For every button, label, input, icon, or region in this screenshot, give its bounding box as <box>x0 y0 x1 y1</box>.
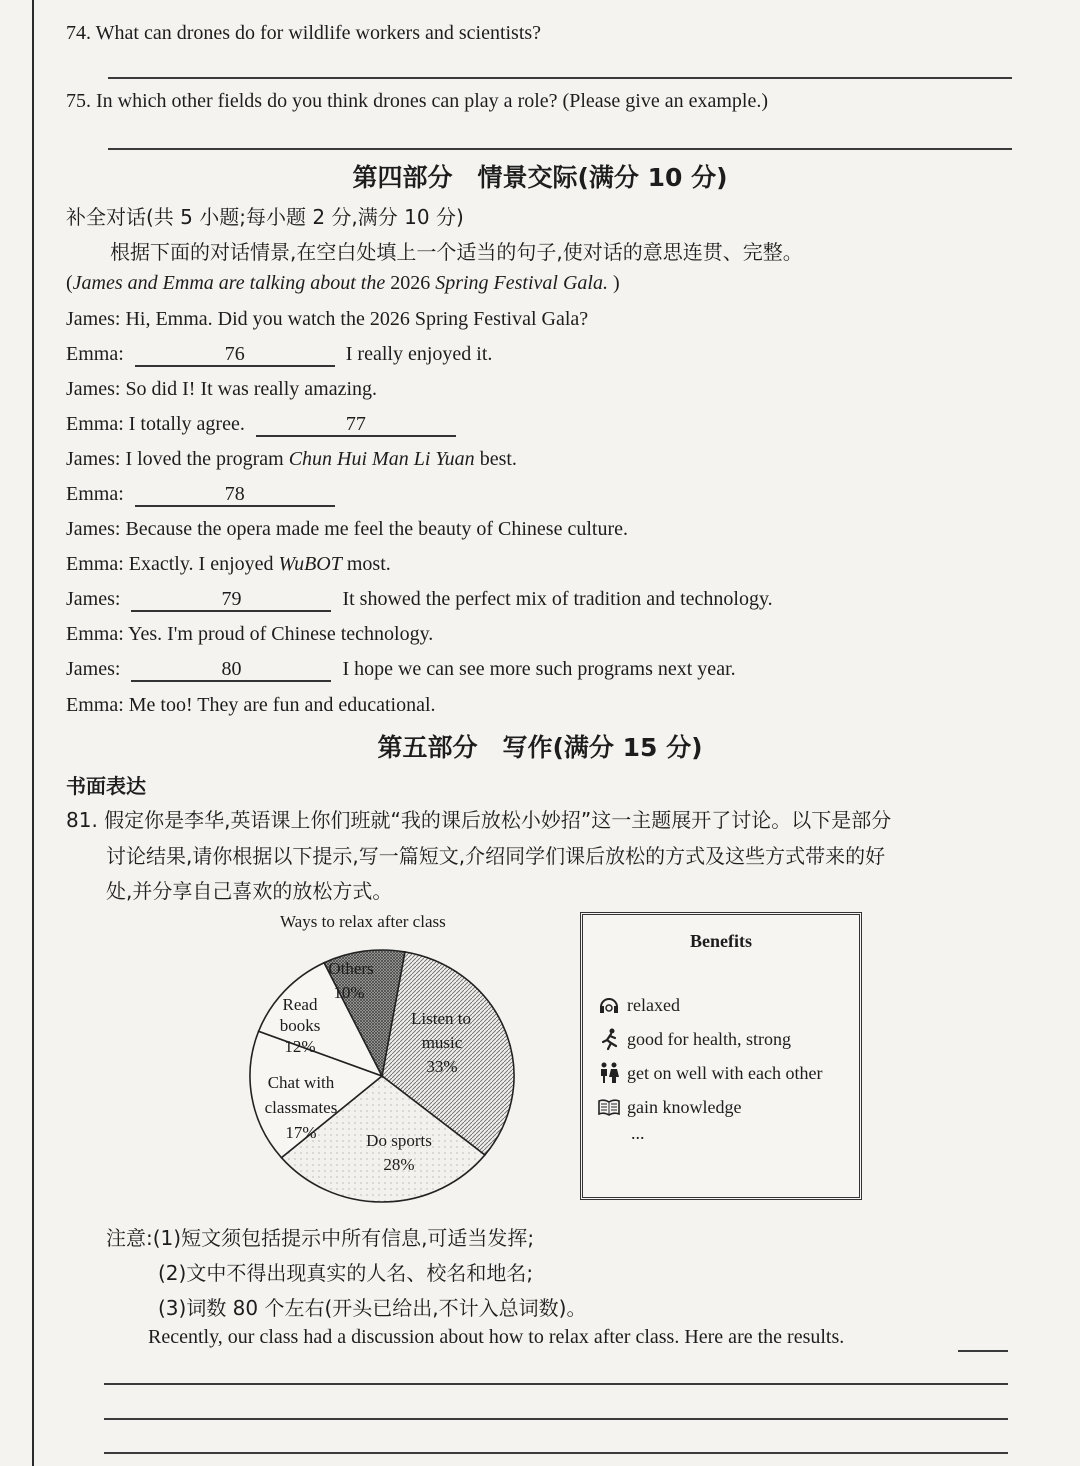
dialogue-line-6 <box>66 483 341 507</box>
blank-76[interactable]: 76 <box>135 343 335 367</box>
speaker: Emma: <box>66 413 124 435</box>
part4-instruction: 根据下面的对话情景,在空白处填上一个适当的句子,使对话的意思连贯、完整。 <box>110 240 803 264</box>
read-value: 12% <box>284 1037 316 1056</box>
blank-79[interactable]: 79 <box>131 588 331 612</box>
context-italic: James and Emma are talking about the <box>72 272 386 294</box>
dialogue-line-2 <box>66 343 492 367</box>
open-book-icon <box>597 1095 621 1119</box>
note-2: (2)文中不得出现真实的人名、校名和地名; <box>158 1261 534 1285</box>
benefits-ellipsis: ... <box>631 1123 645 1143</box>
line-text: Yes. I'm proud of Chinese technology. <box>128 623 434 645</box>
speaker: Emma: <box>66 483 124 505</box>
chart-title: Ways to relax after class <box>280 912 446 931</box>
running-person-icon <box>597 1027 621 1051</box>
paren-open: ( <box>66 272 73 294</box>
line-text: I hope we can see more such programs next year. <box>342 658 736 680</box>
writing-line-0[interactable] <box>958 1350 1008 1352</box>
benefit-item <box>597 993 680 1017</box>
dialogue-line-10 <box>66 623 433 646</box>
context-year: 2026 <box>385 272 436 294</box>
part4-subtitle: 补全对话(共 5 小题;每小题 2 分,满分 10 分) <box>66 205 464 229</box>
note-1: 注意:(1)短文须包括提示中所有信息,可适当发挥; <box>106 1226 535 1250</box>
benefits-title: Benefits <box>690 931 752 951</box>
blank-78[interactable]: 78 <box>135 483 335 507</box>
dialogue-line-9 <box>66 588 773 612</box>
speaker: James: <box>66 588 121 610</box>
context-italic-2: Spring Festival Gala. <box>435 272 608 294</box>
part4-title: 第四部分 情景交际(满分 10 分) <box>352 163 728 192</box>
prompt-line-1: 81. 假定你是李华,英语课上你们班就“我的课后放松小妙招”这一主题展开了讨论。以下是部分 <box>66 808 892 832</box>
line-text: Because the opera made me feel the beauty of Chinese culture. <box>125 518 628 540</box>
line-text: It showed the perfect mix of tradition and technology. <box>342 588 773 610</box>
two-people-icon <box>597 1061 621 1085</box>
dialogue-line-7 <box>66 518 628 541</box>
benefit-text: gain knowledge <box>627 1096 742 1117</box>
sports-value: 28% <box>383 1155 415 1174</box>
prompt-line-2: 讨论结果,请你根据以下提示,写一篇短文,介绍同学们课后放松的方式及这些方式带来的好 <box>106 844 886 868</box>
dialogue-line-5 <box>66 448 517 471</box>
chat-value: 17% <box>285 1123 317 1142</box>
line-text: I really enjoyed it. <box>345 343 493 365</box>
dialogue-line-1 <box>66 308 588 331</box>
speaker: James: <box>66 308 121 330</box>
part5-subtitle: 书面表达 <box>66 774 146 798</box>
speaker: Emma: <box>66 694 124 716</box>
question-74: 74. What can drones do for wildlife workers and scientists? <box>66 22 542 44</box>
listen-label-1: Listen to <box>411 1009 471 1028</box>
blank-77[interactable]: 77 <box>256 413 456 437</box>
program-name: Chun Hui Man Li Yuan <box>288 448 475 470</box>
speaker: James: <box>66 518 121 540</box>
pie-chart <box>244 946 520 1206</box>
prompt-line-3: 处,并分享自己喜欢的放松方式。 <box>106 879 393 903</box>
speaker: Emma: <box>66 553 124 575</box>
answer-line-74[interactable] <box>108 77 1012 79</box>
chat-label-1: Chat with <box>267 1073 335 1092</box>
line-text: So did I! It was really amazing. <box>125 378 378 400</box>
blank-80[interactable]: 80 <box>131 658 331 682</box>
benefit-item <box>597 1095 741 1119</box>
listen-value: 33% <box>426 1057 458 1076</box>
speaker: James: <box>66 448 121 470</box>
line-text: I loved the program <box>125 448 289 470</box>
answer-line-75[interactable] <box>108 148 1012 150</box>
writing-line-1[interactable] <box>104 1383 1008 1385</box>
listen-label-2: music <box>421 1033 463 1052</box>
sports-label: Do sports <box>366 1131 432 1150</box>
essay-opening: Recently, our class had a discussion about how to relax after class. Here are the results. <box>148 1326 845 1348</box>
writing-line-3[interactable] <box>104 1452 1008 1454</box>
dialogue-line-4 <box>66 413 462 437</box>
benefit-text: good for health, strong <box>627 1028 791 1049</box>
dialogue-line-12 <box>66 694 436 717</box>
read-label-1: Read <box>282 995 318 1014</box>
writing-line-2[interactable] <box>104 1418 1008 1420</box>
question-75: 75. In which other fields do you think drones can play a role? (Please give an example.) <box>66 90 769 112</box>
speaker: James: <box>66 378 121 400</box>
note-3: (3)词数 80 个左右(开头已给出,不计入总词数)。 <box>158 1296 587 1320</box>
line-text: Exactly. I enjoyed <box>128 553 279 575</box>
dialogue-line-3 <box>66 378 377 401</box>
line-text: Hi, Emma. Did you watch the 2026 Spring Festival Gala? <box>125 308 589 330</box>
read-label-2: books <box>279 1016 321 1035</box>
chat-label-2: classmates <box>264 1098 338 1117</box>
music-headphones-icon <box>597 993 621 1017</box>
benefit-text: get on well with each other <box>627 1062 823 1083</box>
others-value: 10% <box>333 983 365 1002</box>
line-text: most. <box>341 553 391 575</box>
others-label: Others <box>328 959 374 978</box>
line-text: best. <box>474 448 517 470</box>
line-text: Me too! They are fun and educational. <box>128 694 436 716</box>
dialogue-line-11 <box>66 658 736 682</box>
dialogue-context <box>66 272 620 295</box>
paren-close: ) <box>607 272 620 294</box>
benefit-item <box>597 1027 791 1051</box>
benefits-box <box>580 912 862 1200</box>
speaker: Emma: <box>66 623 124 645</box>
program-name: WuBOT <box>278 553 342 575</box>
speaker: Emma: <box>66 343 124 365</box>
dialogue-line-8 <box>66 553 391 576</box>
line-text: I totally agree. <box>128 413 245 435</box>
benefit-text: relaxed <box>627 994 680 1015</box>
benefit-item <box>597 1061 822 1085</box>
speaker: James: <box>66 658 121 680</box>
part5-title: 第五部分 写作(满分 15 分) <box>377 733 703 762</box>
